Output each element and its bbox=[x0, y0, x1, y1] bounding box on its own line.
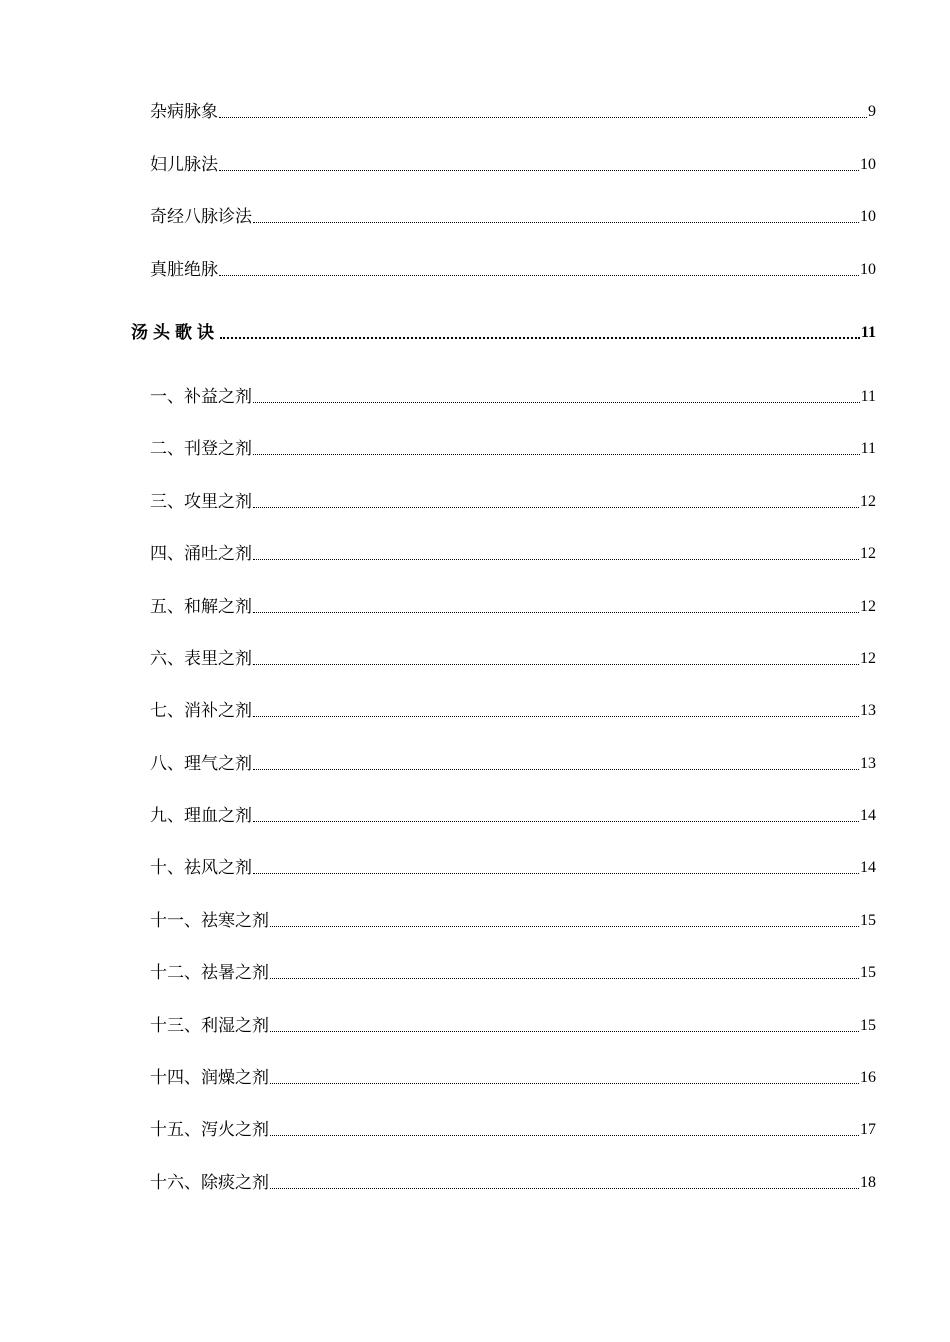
dot-leader bbox=[253, 769, 859, 770]
toc-entry-title: 一、补益之剂 bbox=[150, 387, 252, 407]
toc-entry[interactable] bbox=[150, 593, 876, 617]
toc-entry[interactable] bbox=[150, 488, 876, 512]
dot-leader bbox=[253, 222, 859, 223]
dot-leader bbox=[219, 170, 859, 171]
toc-entry-page: 18 bbox=[860, 1174, 876, 1191]
toc-entry[interactable] bbox=[150, 256, 876, 280]
dot-leader bbox=[270, 978, 859, 979]
toc-entry[interactable] bbox=[150, 959, 876, 983]
dot-leader bbox=[253, 873, 859, 874]
dot-leader bbox=[270, 1188, 859, 1189]
dot-leader bbox=[220, 337, 860, 339]
dot-leader bbox=[253, 716, 859, 717]
toc-entry-title: 八、理气之剂 bbox=[150, 754, 252, 774]
toc-section-heading[interactable] bbox=[131, 319, 876, 343]
toc-entry[interactable] bbox=[150, 907, 876, 931]
toc-entry-page: 12 bbox=[860, 545, 876, 562]
dot-leader bbox=[253, 454, 860, 455]
toc-entry-page: 12 bbox=[860, 493, 876, 510]
dot-leader bbox=[219, 117, 867, 118]
toc-entry-page: 13 bbox=[860, 702, 876, 719]
toc-entry-title: 十五、泻火之剂 bbox=[150, 1120, 269, 1140]
toc-entry[interactable] bbox=[150, 540, 876, 564]
toc-entry-title: 十四、润燥之剂 bbox=[150, 1068, 269, 1088]
toc-entry[interactable] bbox=[150, 697, 876, 721]
toc-entry-title: 三、攻里之剂 bbox=[150, 492, 252, 512]
toc-entry-page: 15 bbox=[860, 964, 876, 981]
toc-entry-page: 12 bbox=[860, 650, 876, 667]
dot-leader bbox=[270, 1083, 859, 1084]
toc-entry[interactable] bbox=[150, 203, 876, 227]
toc-section-title: 汤头歌诀 bbox=[131, 323, 219, 343]
toc-entry-page: 14 bbox=[860, 807, 876, 824]
toc-entry-title: 杂病脉象 bbox=[150, 102, 218, 122]
toc-entry-title: 十一、祛寒之剂 bbox=[150, 911, 269, 931]
dot-leader bbox=[253, 559, 859, 560]
dot-leader bbox=[253, 612, 859, 613]
toc-entry[interactable] bbox=[150, 1012, 876, 1036]
toc-entry-title: 四、涌吐之剂 bbox=[150, 544, 252, 564]
toc-entry[interactable] bbox=[150, 1116, 876, 1140]
toc-entry-title: 二、刊登之剂 bbox=[150, 439, 252, 459]
dot-leader bbox=[253, 507, 859, 508]
toc-entry[interactable] bbox=[150, 802, 876, 826]
toc-entry-page: 12 bbox=[860, 598, 876, 615]
dot-leader bbox=[270, 926, 859, 927]
toc-entry-title: 十三、利湿之剂 bbox=[150, 1016, 269, 1036]
toc-entry[interactable] bbox=[150, 750, 876, 774]
toc-entry-title: 十、祛风之剂 bbox=[150, 858, 252, 878]
toc-entry[interactable] bbox=[150, 435, 876, 459]
dot-leader bbox=[219, 275, 859, 276]
toc-entry[interactable] bbox=[150, 1064, 876, 1088]
toc-entry-page: 11 bbox=[860, 388, 876, 405]
toc-entry-page: 15 bbox=[860, 1017, 876, 1034]
toc-entry-title: 真脏绝脉 bbox=[150, 260, 218, 280]
toc-entry-title: 五、和解之剂 bbox=[150, 597, 252, 617]
toc-entry-title: 十二、祛暑之剂 bbox=[150, 963, 269, 983]
toc-entry-page: 10 bbox=[860, 208, 876, 225]
toc-entry-page: 9 bbox=[868, 103, 876, 120]
toc-entry[interactable] bbox=[150, 1169, 876, 1193]
dot-leader bbox=[270, 1031, 859, 1032]
toc-entry[interactable] bbox=[150, 645, 876, 669]
toc-entry[interactable] bbox=[150, 383, 876, 407]
toc-entry-page: 10 bbox=[860, 261, 876, 278]
toc-entry-title: 十六、除痰之剂 bbox=[150, 1173, 269, 1193]
toc-section-page: 11 bbox=[860, 324, 876, 341]
dot-leader bbox=[270, 1135, 859, 1136]
toc-entry-title: 七、消补之剂 bbox=[150, 701, 252, 721]
toc-entry-title: 奇经八脉诊法 bbox=[150, 207, 252, 227]
toc-entry[interactable] bbox=[150, 854, 876, 878]
toc-entry-page: 17 bbox=[860, 1121, 876, 1138]
toc-entry-page: 13 bbox=[860, 755, 876, 772]
toc-entry-page: 14 bbox=[860, 859, 876, 876]
toc-entry-page: 16 bbox=[860, 1069, 876, 1086]
dot-leader bbox=[253, 821, 859, 822]
toc-entry-page: 15 bbox=[860, 912, 876, 929]
toc-entry-title: 妇儿脉法 bbox=[150, 155, 218, 175]
dot-leader bbox=[253, 402, 860, 403]
dot-leader bbox=[253, 664, 859, 665]
toc-entry[interactable] bbox=[150, 151, 876, 175]
toc-entry-page: 11 bbox=[860, 440, 876, 457]
toc-entry-title: 六、表里之剂 bbox=[150, 649, 252, 669]
toc-entry-title: 九、理血之剂 bbox=[150, 806, 252, 826]
toc-entry[interactable] bbox=[150, 98, 876, 122]
toc-entry-page: 10 bbox=[860, 156, 876, 173]
